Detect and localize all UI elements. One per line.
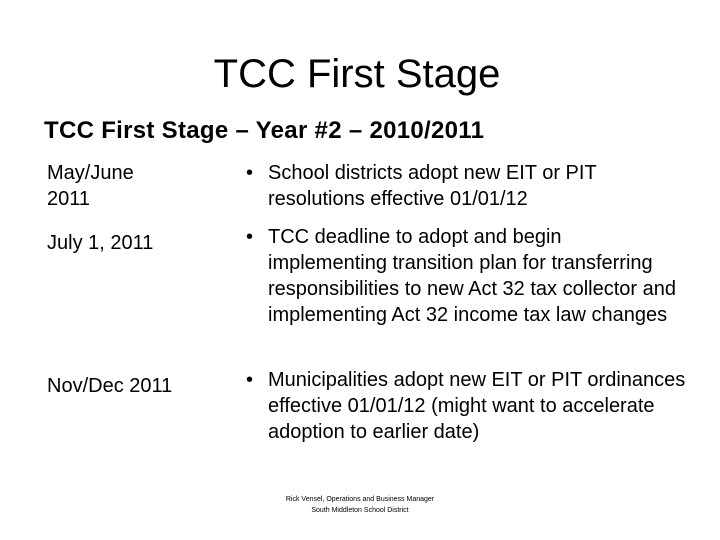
timeline-bullet: [246, 224, 686, 328]
bullet-icon: •: [246, 369, 254, 391]
footer-organization: South Middleton School District: [311, 507, 409, 514]
slide-title: TCC First Stage: [213, 52, 501, 96]
date-line: 2011: [47, 188, 91, 210]
bullet-icon: •: [246, 162, 254, 184]
timeline-date: [47, 373, 217, 399]
timeline-date: [47, 160, 217, 212]
date-line: May/June: [47, 162, 134, 184]
bullet-text: School districts adopt new EIT or PIT resolutions effective 01/01/12: [268, 162, 597, 210]
bullet-text: TCC deadline to adopt and begin implementing transition plan for transferring responsibilities to new Act 32 tax collector and implementing Act 32 income tax law changes: [268, 226, 676, 326]
date-line: July 1, 2011: [47, 232, 154, 254]
bullet-text: Municipalities adopt new EIT or PIT ordinances effective 01/01/12 (might want to accelerate adoption to earlier date): [268, 369, 686, 443]
date-line: Nov/Dec 2011: [47, 375, 173, 397]
slide-footer: [210, 494, 510, 516]
timeline-bullet: [246, 160, 686, 212]
timeline-date: [47, 230, 217, 256]
bullet-icon: •: [246, 226, 254, 248]
footer-author: Rick Vensel, Operations and Business Manager: [285, 496, 435, 503]
slide-subtitle: TCC First Stage – Year #2 – 2010/2011: [44, 117, 485, 144]
timeline-bullet: [246, 367, 686, 445]
